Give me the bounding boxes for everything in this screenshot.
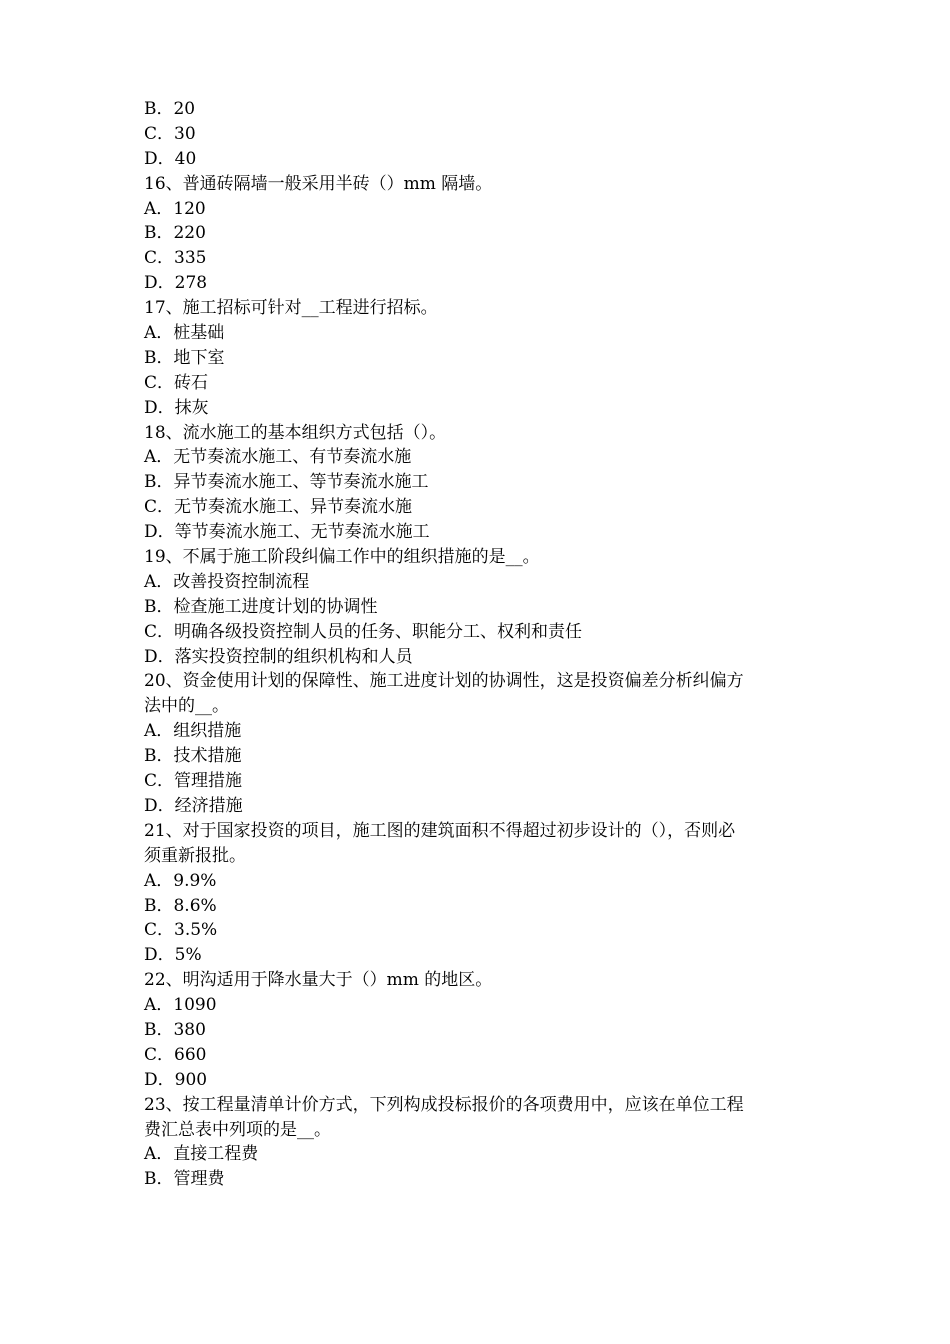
option-d: D．900 xyxy=(144,1069,208,1090)
option-a: A．1090 xyxy=(144,995,217,1016)
option-c: C．明确各级投资控制人员的任务、职能分工、权利和责任 xyxy=(144,621,583,642)
option-a: A．9.9% xyxy=(144,870,217,891)
option-a: A．桩基础 xyxy=(144,323,225,344)
question-16: 16、普通砖隔墙一般采用半砖（）mm 隔墙。 xyxy=(144,173,493,194)
option-d: D．经济措施 xyxy=(144,795,243,816)
question-19: 19、不属于施工阶段纠偏工作中的组织措施的是__。 xyxy=(144,547,540,568)
question-23-continued: 费汇总表中列项的是__。 xyxy=(144,1119,331,1140)
option-b: B．管理费 xyxy=(144,1169,225,1190)
option-d: D．抹灰 xyxy=(144,397,209,418)
option-c: C．砖石 xyxy=(144,372,209,393)
option-a: A．改善投资控制流程 xyxy=(144,571,310,592)
question-17: 17、施工招标可针对__工程进行招标。 xyxy=(144,298,438,319)
option-d: D．40 xyxy=(144,148,197,169)
option-b: B．检查施工进度计划的协调性 xyxy=(144,596,378,617)
option-a: A．直接工程费 xyxy=(144,1144,259,1165)
question-20-continued: 法中的__。 xyxy=(144,696,229,717)
option-c: C．660 xyxy=(144,1044,207,1065)
option-b: B．380 xyxy=(144,1019,206,1040)
option-c: C．管理措施 xyxy=(144,771,243,792)
option-b: B．技术措施 xyxy=(144,746,242,767)
question-21-continued: 须重新报批。 xyxy=(144,845,246,866)
option-b: B．20 xyxy=(144,99,196,119)
option-a: A．无节奏流水施工、有节奏流水施 xyxy=(144,447,412,468)
question-23: 23、按工程量清单计价方式，下列构成投标报价的各项费用中，应该在单位工程 xyxy=(144,1094,744,1115)
option-c: C．30 xyxy=(144,123,196,144)
question-22: 22、明沟适用于降水量大于（）mm 的地区。 xyxy=(144,970,493,991)
question-18: 18、流水施工的基本组织方式包括（）。 xyxy=(144,422,447,443)
question-20: 20、资金使用计划的保障性、施工进度计划的协调性，这是投资偏差分析纠偏方 xyxy=(144,671,744,692)
option-b: B．异节奏流水施工、等节奏流水施工 xyxy=(144,472,429,493)
option-d: D．等节奏流水施工、无节奏流水施工 xyxy=(144,522,430,543)
option-b: B．220 xyxy=(144,223,206,244)
option-c: C．335 xyxy=(144,248,207,269)
option-d: D．5% xyxy=(144,945,202,966)
option-c: C．3.5% xyxy=(144,920,218,941)
option-c: C．无节奏流水施工、异节奏流水施 xyxy=(144,497,413,518)
option-d: D．落实投资控制的组织机构和人员 xyxy=(144,646,413,667)
option-d: D．278 xyxy=(144,273,208,294)
question-list xyxy=(144,97,816,1192)
question-21: 21、对于国家投资的项目，施工图的建筑面积不得超过初步设计的（），否则必 xyxy=(144,820,736,841)
option-a: A．120 xyxy=(144,198,206,219)
option-b: B．8.6% xyxy=(144,895,217,916)
option-a: A．组织措施 xyxy=(144,721,242,742)
option-b: B．地下室 xyxy=(144,347,225,368)
